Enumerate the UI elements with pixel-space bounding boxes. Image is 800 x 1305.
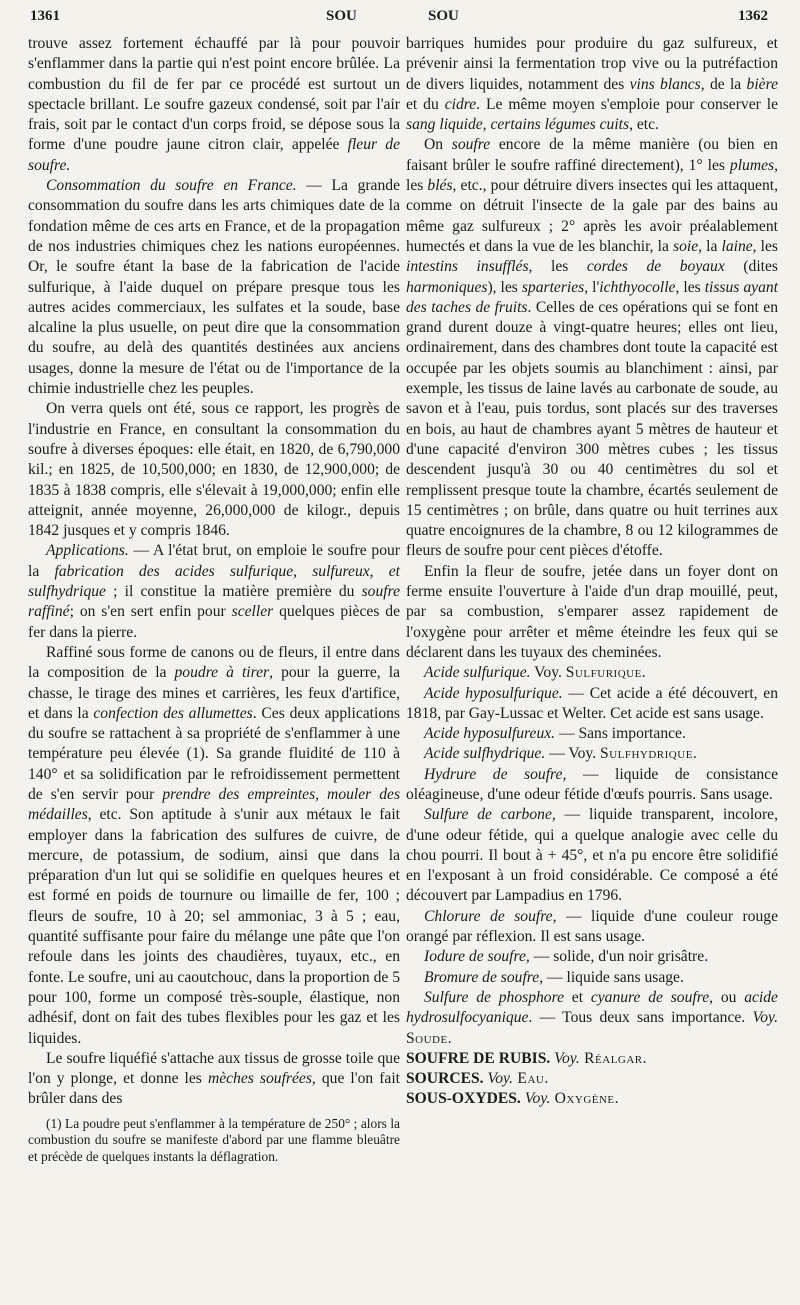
entry-term: Bromure de soufre, [424,968,544,986]
term: tissus ayant des taches de fruits [406,278,778,316]
term: cordes de boyaux [586,258,725,276]
term: bière [746,75,778,93]
cross-reference: Soude. [406,1029,453,1047]
text: ; il constitue la matière première du [105,583,362,601]
text: . Celles de ces opérations qui se font en grand durent douze à vingt-quatre heures; elles ont lieu, ordinairement, dans des chambres dont toute la capacité est occupée par les objets soumis au blanchiment : ainsi, par exemple, les tissus de laine lavés au carbonate de soude, au savon et à l'eau, puis tordus, sont placés sur des traverses en bois, au haut de chambres ayant 5 mètres de hauteur et d'une capacité d'environ 300 mètres cubes ; les tissus descendent jusqu'à 30 ou 40 centimètres du sol et remplissent presque toute la chambre, écartés seulement de 15 centimètres ; on brûle, dans quatre ou huit terrines aux quatre encoignures de la chambre, 8 ou 12 kilogrammes de fleurs de soufre pour cent pièces d'étoffe. [406,298,779,560]
voy-label: Voy. [752,1009,778,1027]
term: confection des allumettes [93,704,253,722]
entry-term: Chlorure de soufre, [424,907,557,925]
voy-label: Voy. [483,1070,514,1088]
guide-word-left: SOU [326,8,357,24]
text: , etc. Son aptitude à s'unir aux métaux le fait employer dans la fabrication des sulfures de cuivre, de mercure, de potassium, de sodium, ainsi que dans la préparation d'un lut qui se solidifie en quelques heures et est formé en poids de tournure ou limaille de fer, 100 ; fleurs de soufre, 10 à 20; sel ammoniac, 3 à 5 ; eau, quantité suffisante pour faire du mélange une pâte que l'on refoule dans les joints des chaudières, tuyaux, etc., en fonte. Le soufre, uni au caoutchouc, dans la proportion de 5 pour 100, forme un composé très-souple, élastique, non adhésif, dont on fait des tubes flexibles pour les gaz et les liquides. [28,806,400,1047]
text: quelques pièces de fer dans la pierre. [28,603,400,641]
term: blés [427,177,453,195]
left-column [28,34,400,1165]
voy-label: Voy. [550,1049,580,1067]
entry-term: Hydrure de soufre, [424,765,567,783]
term: sceller [231,603,274,621]
entry-term: Acide sulfhydrique. [424,745,546,763]
text: ; on s'en sert enfin pour [69,603,232,621]
entry-acide-hyposulfureux [406,724,778,744]
term: poudre à tirer [174,664,270,682]
page-number-right: 1362 [738,8,768,24]
text: — liquide de consistance oléagineuse, d'une odeur fétide d'œufs pourris. Sans usage. [406,765,779,803]
entry-term: cyanure de soufre [590,988,710,1006]
text: Le soufre liquéfié s'attache aux tissus de grosse toile que l'on y plonge, et donne les [28,1049,400,1088]
term: plumes [729,156,775,174]
entry-acide-hyposulfurique [406,684,778,725]
paragraph: Enfin la fleur de soufre, jetée dans un foyer dont on ferme ensuite l'ouverture à l'aide d'un drap mouillé, peut, par sa combustion, s'emparer assez rapidement de l'oxygène pour arrêter et même éteindre les feux qui se déclarent dans les tuyaux des cheminées. [406,562,778,661]
text: , pour la guerre, la chasse, le tirage des mines et carrières, les feux d'artifice, et dans la [28,664,400,722]
term: laine [721,237,753,255]
cross-reference: Eau. [513,1070,549,1088]
text: — Voy. [545,745,601,763]
entry-term: Iodure de soufre, [424,948,530,966]
text: , les [752,237,778,255]
section-title: Consommation du soufre en France. [46,177,297,195]
text: , les [528,258,587,276]
term: vins blancs [629,75,701,93]
term: sparteries [521,278,585,296]
entry-iodure [406,947,778,967]
text: — Sans importance. [555,725,686,743]
entry-sulfure-phosphore [406,988,778,1049]
text: , ou [709,988,745,1006]
text: , la [698,237,722,255]
cross-reference: Oxygène. [550,1090,620,1108]
text: trouve assez fortement échauffé par là pour pouvoir s'enflammer dans la partie qui n'est point encore brûlée. La combustion du fil de fer par ce procédé est surtout un spectacle brillant. Le soufre gazeux condensé, soit par l'air frais, soit par le contact d'un corps froid, se dépose sous la forme d'une poudre jaune citron clair, appelée [28,35,400,154]
term: intestins insufflés [406,258,529,276]
text: Voy. [530,664,566,682]
entry-bromure [406,968,778,988]
text: , que l'on fait brûler dans des [28,1070,401,1108]
text: , de la [700,75,747,93]
term: soufre [451,136,491,154]
paragraph: On verra quels ont été, sous ce rapport, les progrès de l'industrie en France, en consultant la consommation du soufre à diverses époques: elle était, en 1820, de 6,790,000 kil.; en 1825, de 10,500,000; en 1830, de 12,900,000; de 1835 à 1838 compris, elle s'élevait à 19,000,000; enfin elle atteignit, année moyenne, 26,000,000 de kilogr., depuis 1842 jusques et y compris 1846. [28,400,400,540]
cross-reference: Sulfurique. [565,664,647,682]
text: . Le même moyen s'emploie pour conserver le [476,95,778,113]
entry-chlorure [406,907,778,948]
entry-term: Acide hyposulfureux. [424,725,556,743]
text: ), les [487,278,522,296]
page-number-left: 1361 [30,8,60,24]
term: fleur de soufre. [28,136,400,174]
entry-sous-oxydes [406,1089,778,1109]
text: — liquide sans usage. [543,968,684,986]
paragraph [28,1049,400,1110]
paragraph [28,541,400,642]
text: et [564,988,591,1006]
entry-term: acide hydrosulfocyanique [406,988,778,1027]
footnote: (1) La poudre peut s'enflammer à la température de 250° ; alors la combustion du soufre se manifeste d'abord par une flamme bleuâtre et précède de quelques instants la déflagration. [28,1115,400,1164]
text: , etc. [629,116,659,134]
entry-sources [406,1069,778,1089]
paragraph [406,34,778,135]
entry-term: Sulfure de carbone, [424,806,556,824]
entry-soufre-de-rubis [406,1049,778,1069]
term: cidre [444,95,477,113]
term: soie [673,237,699,255]
term: sang liquide, certains légumes cuits [406,116,630,134]
text: . Ces deux applications du soufre se rattachent à sa propriété de s'enflammer à une température peu élevée (1). Sa grande fluidité de 110 à 140° et sa solidification par le refroidissement permettent de s'en servir pour [28,704,400,803]
text: — La grande consommation du soufre dans les arts chimiques date de la fondation même de ces arts en France, et de la propagation de nos industries chimiques chez les nations européennes. Or, le soufre étant la base de la fabrication de l'acide sulfurique, à l'aide duquel on prépare presque tous les autres acides commerciaux, les sulfates et la soude, base alcaline la plus usuelle, on peut dire que la consommation du soufre, au delà des quantités destinées aux anciens usages, donne la mesure de l'état ou de l'importance de la chimie industrielle chez les peuples. [28,177,400,398]
text: , l' [584,278,600,296]
entry-hydrure [406,765,778,806]
voy-label: Voy. [520,1090,551,1108]
section-title: Applications. [46,542,129,560]
text: Raffiné sous forme de canons ou de fleurs, il entre dans la composition de la [28,643,400,682]
entry-sulfure-carbone [406,805,778,906]
term: harmoniques [406,278,488,296]
paragraph [28,643,400,1049]
entry-term: Acide hyposulfurique. [424,684,563,702]
text: — solide, d'un noir grisâtre. [529,948,709,966]
text: — liquide transparent, incolore, d'une odeur fétide, qui a quelque analogie avec celle du chou pourri. Il bout à + 45°, et n'a pu encore être solidifié en l'exposant à un froid considérable. Ce composé a été découvert par Lampadius en 1796. [406,806,778,905]
term: ichthyocolle [599,278,676,296]
entry-acide-sulfurique [406,663,778,683]
text: , les [675,278,705,296]
entry-acide-sulfhydrique [406,744,778,764]
text: On [424,136,452,154]
headword: SOUFRE DE RUBIS. [406,1049,551,1067]
paragraph [406,135,778,561]
headword: SOURCES. [406,1070,484,1088]
term: mèches soufrées [207,1070,312,1088]
headword: SOUS-OXYDES. [406,1090,521,1108]
cross-reference: Réalgar. [579,1049,648,1067]
right-column [406,34,778,1110]
term: prendre des empreintes, mouler des médailles [28,785,401,824]
text: barriques humides pour produire du gaz sulfureux, et prévenir ainsi la fermentation trop vive ou la putréfaction de divers liquides, notamment des [406,35,778,93]
text: , les [406,156,778,195]
text: — A l'état brut, on emploie le soufre pour la [28,542,400,580]
text: et du [406,95,445,113]
term: fabrication des acides sulfurique, sulfureux, et sulfhydrique [28,562,401,601]
guide-word-right: SOU [428,8,459,24]
term: soufre raffiné [28,583,400,621]
text: , etc., pour détruire divers insectes qui les attaquent, comme on détruit l'insecte de la gale par des bains au même gaz sulfureux ; 2° après les avoir préalablement humectés et dans la vue de les blanchir, la [406,177,778,255]
paragraph [28,34,400,176]
paragraph [28,176,400,399]
entry-term: Sulfure de phosphore [424,988,564,1006]
text: . — Tous deux sans importance. [528,1009,753,1027]
text: encore de la même manière (ou bien en faisant brûler le soufre raffiné directement), 1° les [406,136,778,174]
running-header [30,8,768,30]
text: — liquide d'une couleur rouge orangé par réflexion. Il est sans usage. [406,907,778,946]
text: — Cet acide a été découvert, en 1818, par Gay-Lussac et Welter. Cet acide est sans usage. [406,684,778,722]
entry-term: Acide sulfurique. [424,664,531,682]
cross-reference: Sulfhydrique. [600,745,698,763]
text: (dites [724,258,778,276]
